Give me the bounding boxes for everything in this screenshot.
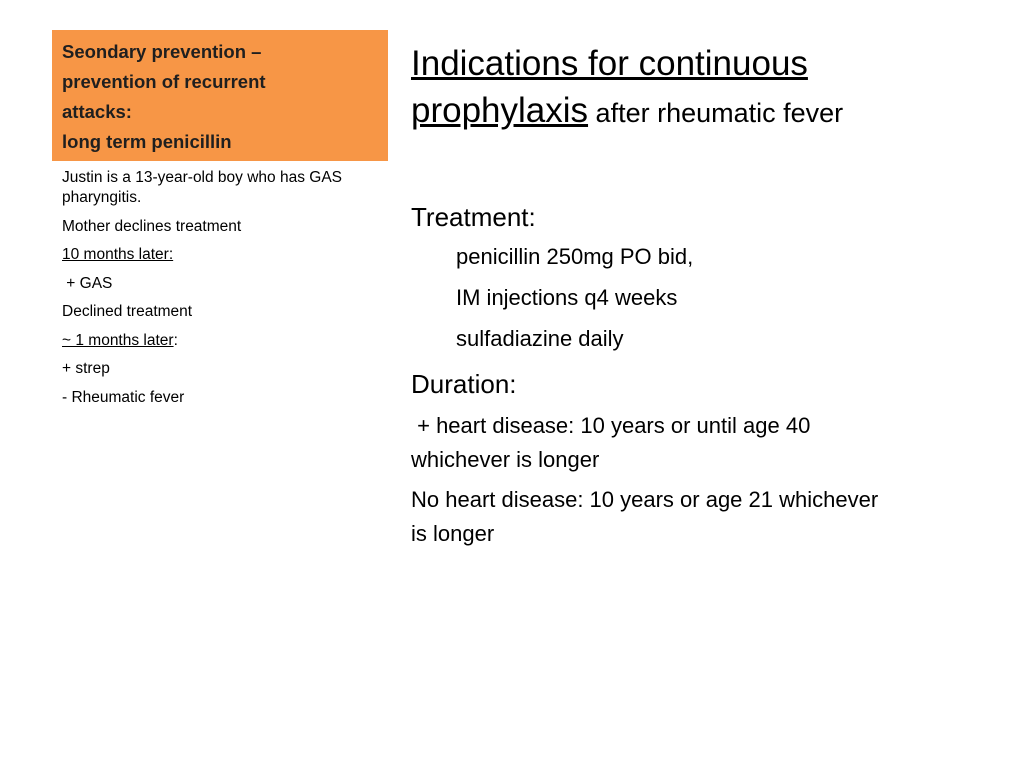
treatment-item: penicillin 250mg PO bid, [456, 244, 694, 269]
duration-item [411, 409, 971, 477]
treatment-item: sulfadiazine daily [456, 326, 624, 351]
case-item-text: 10 months later: [62, 246, 174, 263]
title-line: Seondary prevention – [62, 41, 262, 62]
case-item [62, 388, 372, 408]
case-item [62, 245, 372, 265]
duration-item-line: is longer [411, 521, 495, 546]
case-item [62, 302, 372, 322]
heading-subtitle: after rheumatic fever [588, 98, 844, 128]
duration-item-line: whichever is longer [411, 447, 600, 472]
title-line: attacks: [62, 101, 132, 122]
case-item [62, 168, 372, 208]
case-description [62, 168, 372, 416]
case-item-text: + strep [62, 360, 110, 377]
case-item-text: Justin is a 13-year-old boy who has GAS pharyngitis. [62, 169, 342, 206]
heading-underlined: Indications for continuous prophylaxis [411, 44, 808, 130]
case-item-text: Declined treatment [62, 303, 193, 320]
treatment-label: Treatment: [411, 202, 536, 232]
title-line: prevention of recurrent [62, 71, 266, 92]
case-item-text: - Rheumatic fever [62, 388, 185, 406]
slide-title-box [52, 30, 388, 161]
title-line: long term penicillin [62, 131, 232, 152]
content-heading [411, 40, 971, 137]
content-body [411, 198, 971, 557]
case-item-text: + GAS [62, 274, 113, 292]
duration-label: Duration: [411, 369, 517, 399]
case-item [62, 274, 372, 294]
case-item-text: ~ 1 months later [62, 331, 174, 349]
duration-item-line: No heart disease: 10 years or age 21 whichever [411, 487, 879, 512]
case-item-suffix: : [173, 331, 178, 349]
duration-item [411, 483, 971, 551]
case-item [62, 359, 372, 379]
case-item [62, 331, 372, 351]
case-item-text: Mother declines treatment [62, 217, 242, 235]
treatment-item: IM injections q4 weeks [456, 285, 678, 310]
case-item [62, 217, 372, 237]
duration-item-line: + heart disease: 10 years or until age 40 [411, 413, 811, 438]
